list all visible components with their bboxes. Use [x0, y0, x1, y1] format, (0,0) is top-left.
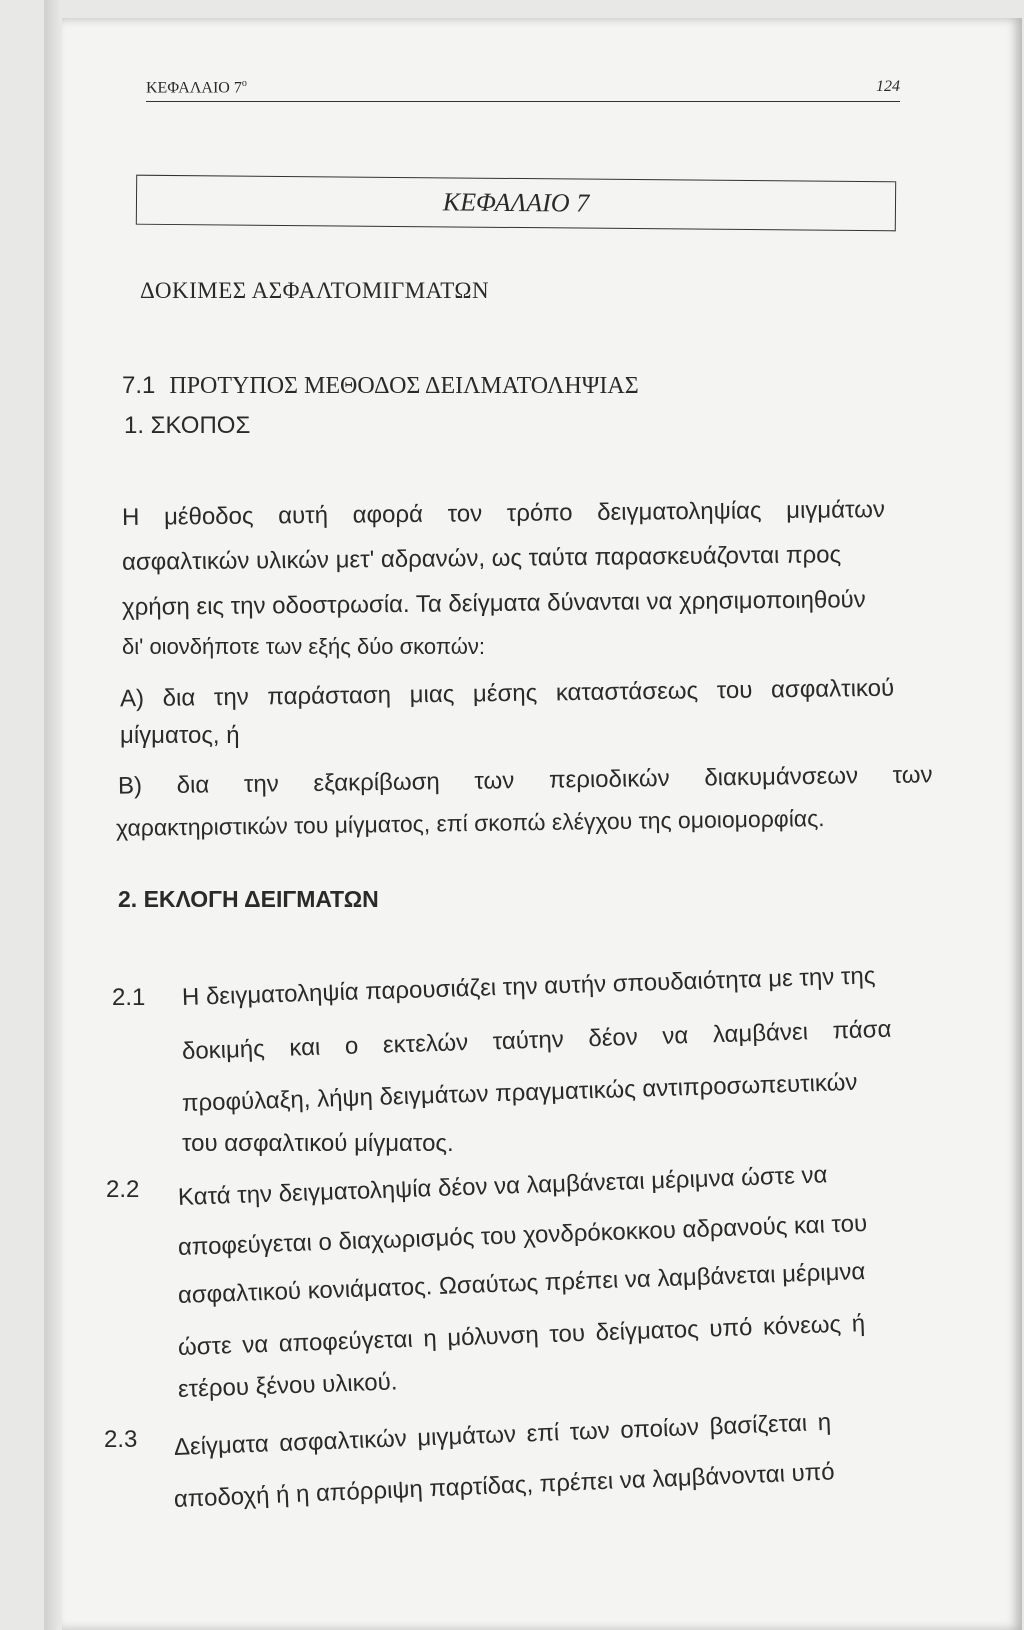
section-title: ΠΡΟΤΥΠΟΣ ΜΕΘΟΔΟΣ ΔΕΙΛΜΑΤΟΛΗΨΙΑΣ	[169, 373, 639, 399]
subsection-heading-sample-selection: 2. ΕΚΛΟΓΗ ΔΕΙΓΜΑΤΩΝ	[118, 886, 379, 912]
chapter-box: ΚΕΦΑΛΑΙΟ 7	[136, 175, 896, 232]
item-2-2-line-3: ασφαλτικού κονιάματος. Ωσαύτως πρέπει να λαμβάνεται μέριμνα	[177, 1258, 866, 1309]
header-chapter-label: ΚΕΦΑΛΑΙΟ 7	[146, 79, 242, 97]
section-heading	[122, 372, 639, 400]
item-2-2-line-4: ώστε να αποφεύγεται η μόλυνση του δείγματος υπό κόνεως ή	[177, 1310, 866, 1361]
item-2-2-line-5: ετέρου ξένου υλικού.	[177, 1368, 398, 1403]
running-header	[146, 78, 900, 102]
item-2-1-line-2: δοκιμής και ο εκτελών ταύτην δέον να λαμβάνει πάσα	[181, 1015, 892, 1065]
para1-line-6: μίγματος, ή	[120, 722, 240, 749]
chapter-title: ΔΟΚΙΜΕΣ ΑΣΦΑΛΤΟΜΙΓΜΑΤΩΝ	[140, 278, 490, 303]
item-2-1-line-3: προφύλαξη, λήψη δειγμάτων πραγματικώς αντιπροσωπευτικών	[181, 1068, 858, 1117]
para1-line-4: δι' οιονδήποτε των εξής δύο σκοπών:	[122, 634, 485, 659]
page-number: 124	[876, 78, 900, 95]
subsection-heading-purpose: 1. ΣΚΟΠΟΣ	[124, 412, 251, 439]
item-2-3-line-2: αποδοχή ή η απόρριψη παρτίδας, πρέπει να λαμβάνονται υπό	[173, 1458, 836, 1513]
para1-line-5: Α) δια την παράσταση μιας μέσης καταστάσεως του ασφαλτικού	[119, 674, 895, 713]
para1-line-1: Η μέθοδος αυτή αφορά τον τρόπο δειγματοληψίας μιγμάτων	[121, 496, 886, 531]
item-2-2-line-1: Κατά την δειγματοληψία δέον να λαμβάνεται μέριμνα ώστε να	[177, 1161, 828, 1211]
item-number: 2.1	[112, 984, 146, 1011]
item-number: 2.2	[106, 1176, 140, 1203]
para1-line-2: ασφαλτικών υλικών μετ' αδρανών, ως ταύτα παρασκευάζονται προς	[121, 541, 842, 576]
header-chapter-sup: ο	[241, 78, 247, 89]
para1-line-3: χρήση εις την οδοστρωσία. Τα δείγματα δύνανται να χρησιμοποιηθούν	[121, 586, 866, 621]
item-2-1-line-1: Η δειγματοληψία παρουσιάζει την αυτήν σπουδαιότητα με την της	[181, 962, 876, 1011]
para1-line-7: Β) δια την εξακρίβωση των περιοδικών διακυμάνσεων των	[117, 761, 933, 800]
para1-line-8: χαρακτηριστικών του μίγματος, επί σκοπώ ελέγχου της ομοιομορφίας.	[115, 805, 825, 841]
item-number: 2.3	[104, 1426, 138, 1453]
item-2-1-line-4: του ασφαλτικού μίγματος.	[182, 1130, 454, 1157]
section-number: 7.1	[122, 372, 156, 399]
book-spine-shadow	[44, 0, 62, 1630]
item-2-3-line-1: Δείγματα ασφαλτικών μιγμάτων επί των οποίων βασίζεται η	[173, 1408, 832, 1461]
item-2-2-line-2: αποφεύγεται ο διαχωρισμός του χονδρόκοκκου αδρανούς και του	[177, 1209, 868, 1261]
